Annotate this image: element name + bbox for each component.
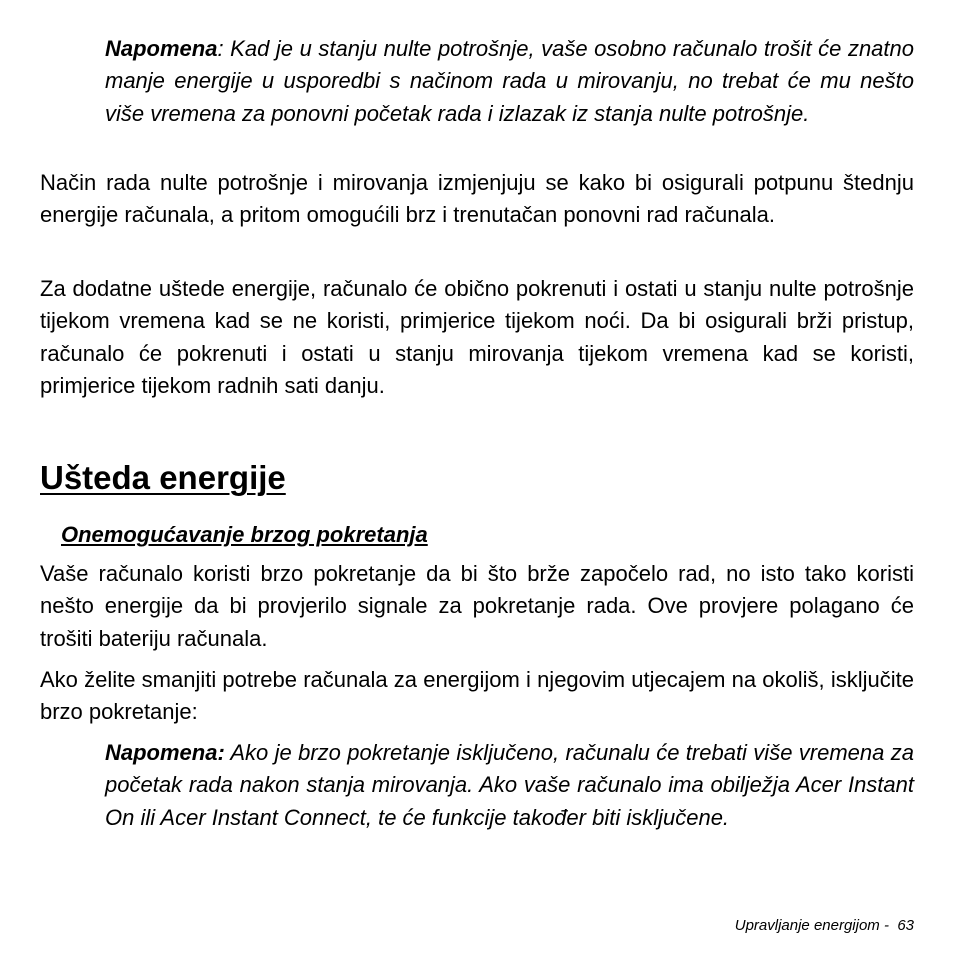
paragraph-additional-savings: Za dodatne uštede energije, računalo će obično pokrenuti i ostati u stanju nulte potrošnje tijekom vremena kad se ne koristi, primjerice tijekom noći. Da bi osigurali brži pristup, računalo će pokrenuti i ostati u stanju mirovanja tijekom vremena kad se koristi, primjerice tijekom radnih sati danju. xyxy=(40,276,914,399)
footer-section-name: Upravljanje energijom - xyxy=(734,917,889,934)
note-zero-power xyxy=(105,33,914,130)
page-number: 63 xyxy=(897,917,914,934)
note-label: Napomena xyxy=(105,36,218,61)
paragraph-power-modes: Način rada nulte potrošnje i mirovanja izmjenjuju se kako bi osigurali potpunu štednju energije računala, a pritom omogućili brz i trenutačan ponovni rad računala. xyxy=(40,170,914,228)
note-label: Napomena: xyxy=(105,740,225,765)
section-subtitle: Onemogućavanje brzog pokretanja xyxy=(61,522,428,547)
paragraph-fast-startup: Vaše računalo koristi brzo pokretanje da bi što brže započelo rad, no isto tako koristi nešto energije da bi provjerilo signale za pokretanje rada. Ove provjere polagano će trošiti bateriju računala. xyxy=(40,561,914,651)
section-title: Ušteda energije xyxy=(40,459,286,496)
note-fast-startup-disabled xyxy=(105,737,914,834)
page-footer xyxy=(735,915,914,937)
note-text: Ako je brzo pokretanje isključeno, računalu će trebati više vremena za početak rada nakon stanja mirovanja. Ako vaše računalo ima obilježja Acer Instant On ili Acer Instant Connect, te će funkcije također biti isključene. xyxy=(105,740,914,830)
note-text: : Kad je u stanju nulte potrošnje, vaše osobno računalo trošit će znatno manje energije u usporedbi s načinom rada u mirovanju, no trebat će mu nešto više vremena za ponovni početak rada i izlazak iz stanja nulte potrošnje. xyxy=(105,36,914,126)
paragraph-disable-fast-startup: Ako želite smanjiti potrebe računala za energijom i njegovim utjecajem na okoliš, isključite brzo pokretanje: xyxy=(40,667,914,725)
